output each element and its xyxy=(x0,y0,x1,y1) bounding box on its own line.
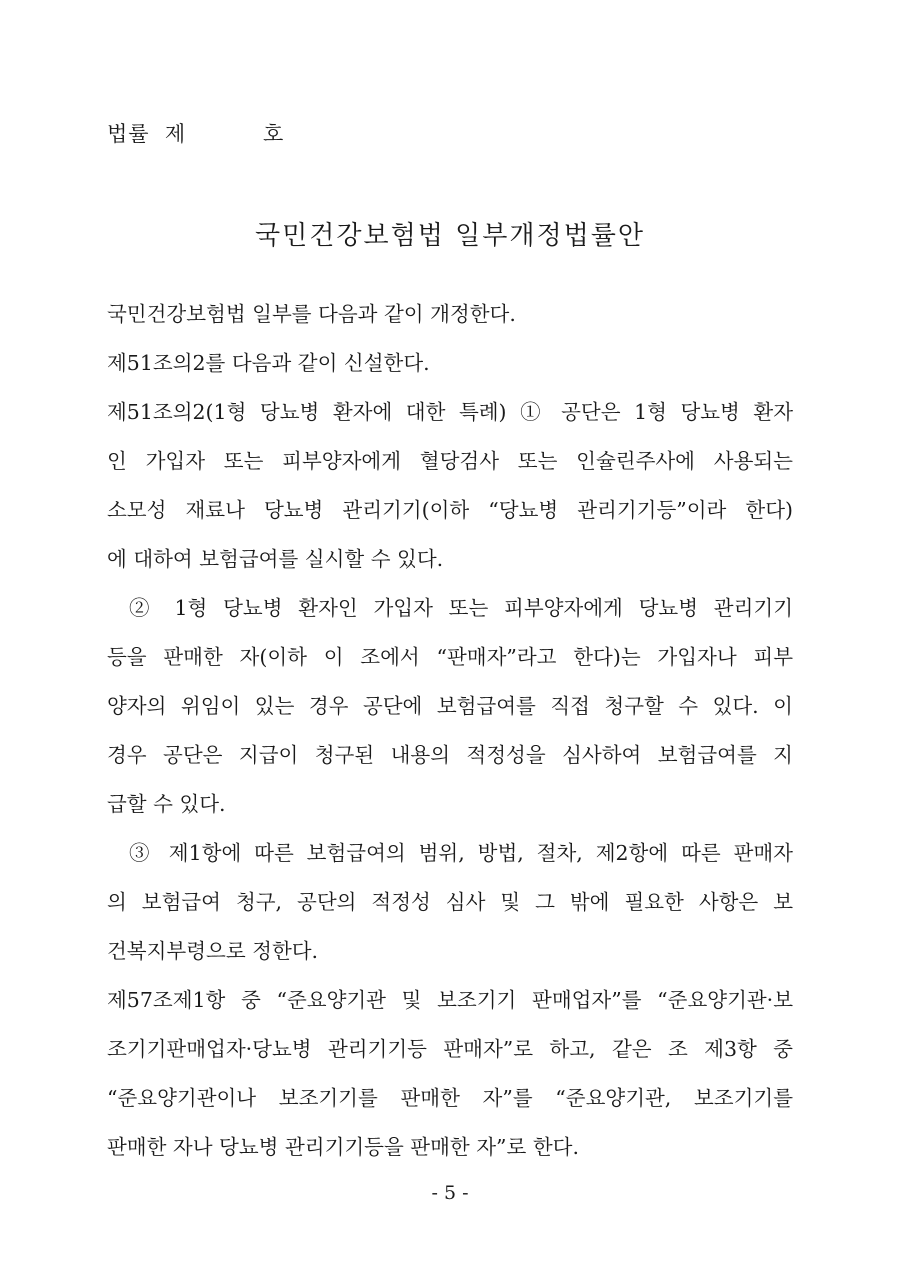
body-line: “준요양기관이나 보조기기를 판매한 자”를 “준요양기관, 보조기기를 xyxy=(107,1086,793,1110)
body-line: 판매한 자나 당뇨병 관리기기등을 판매한 자”로 한다. xyxy=(107,1135,579,1159)
bill-body xyxy=(107,290,793,1172)
body-line: 건복지부령으로 정한다. xyxy=(107,939,319,963)
body-line: 경우 공단은 지급이 청구된 내용의 적정성을 심사하여 보험급여를 지 xyxy=(107,743,793,767)
body-line: 의 보험급여 청구, 공단의 적정성 심사 및 그 밖에 필요한 사항은 보 xyxy=(107,890,793,914)
body-line: 소모성 재료나 당뇨병 관리기기(이하 “당뇨병 관리기기등”이라 한다) xyxy=(107,498,793,522)
body-line: 등을 판매한 자(이하 이 조에서 “판매자”라고 한다)는 가입자나 피부 xyxy=(107,645,793,669)
body-line: 급할 수 있다. xyxy=(107,792,226,816)
bill-title: 국민건강보험법 일부개정법률안 xyxy=(255,221,645,251)
body-line-paragraph-3: ③ 제1항에 따른 보험급여의 범위, 방법, 절차, 제2항에 따른 판매자 xyxy=(129,841,793,865)
body-line-article-heading: 제51조의2(1형 당뇨병 환자에 대한 특례) ① 공단은 1형 당뇨병 환자 xyxy=(107,400,793,424)
body-line: 인 가입자 또는 피부양자에게 혈당검사 또는 인슐린주사에 사용되는 xyxy=(107,449,793,473)
body-line-new-article: 제51조의2를 다음과 같이 신설한다. xyxy=(107,351,430,375)
page-number: - 5 - xyxy=(431,1182,469,1204)
body-line: 에 대하여 보험급여를 실시할 수 있다. xyxy=(107,547,444,571)
body-line-paragraph-2: ② 1형 당뇨병 환자인 가입자 또는 피부양자에게 당뇨병 관리기기 xyxy=(129,596,793,620)
body-line-amendment-57: 제57조제1항 중 “준요양기관 및 보조기기 판매업자”를 “준요양기관·보 xyxy=(107,988,793,1012)
body-line: 양자의 위임이 있는 경우 공단에 보험급여를 직접 청구할 수 있다. 이 xyxy=(107,694,793,718)
body-line: 조기기판매업자·당뇨병 관리기기등 판매자”로 하고, 같은 조 제3항 중 xyxy=(107,1037,793,1061)
body-line-intro: 국민건강보험법 일부를 다음과 같이 개정한다. xyxy=(107,302,516,326)
law-number-header: 법률 제 호 xyxy=(107,122,285,146)
